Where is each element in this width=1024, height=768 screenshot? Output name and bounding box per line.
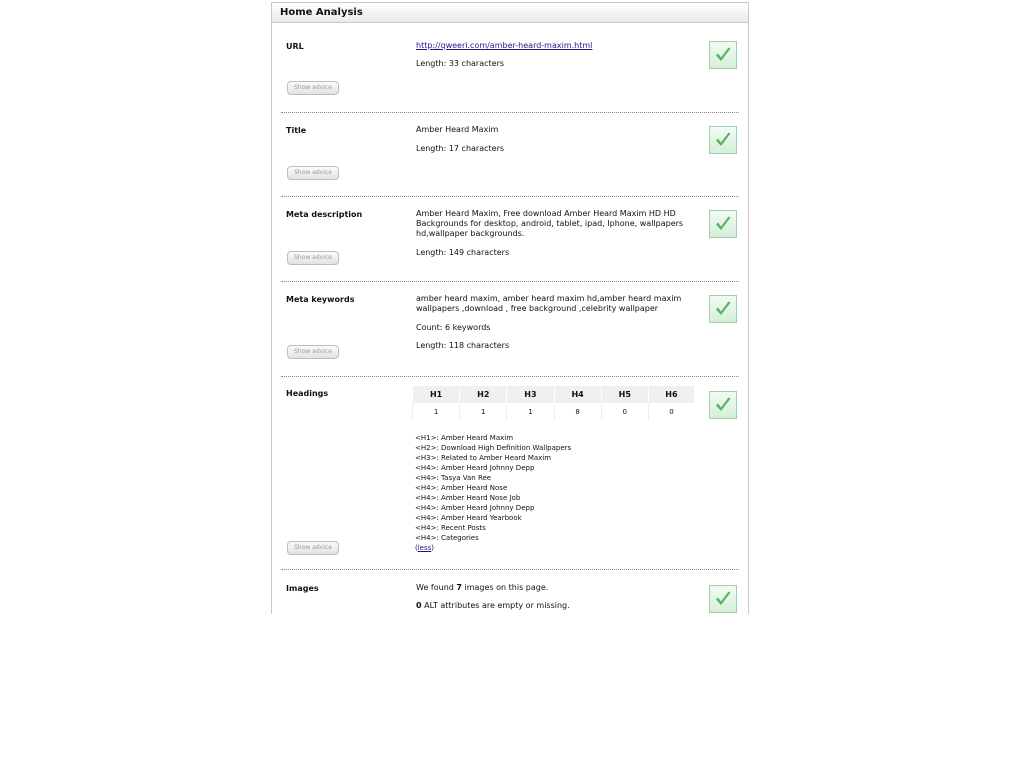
meta-keywords-value: amber heard maxim, amber heard maxim hd,amber heard maxim wallpapers ,download , free background ,celebrity wallpaper xyxy=(416,294,682,313)
meta-keywords-length: Length: 118 characters xyxy=(416,341,510,350)
less-link[interactable]: less xyxy=(417,544,432,552)
heading-col-h4: H4 xyxy=(554,386,601,403)
check-icon xyxy=(709,295,737,323)
images-label: Images xyxy=(286,584,319,593)
url-link[interactable]: http://qweeri.com/amber-heard-maxim.html xyxy=(416,41,593,50)
heading-item: <H4>: Categories xyxy=(415,534,479,542)
section-headings xyxy=(272,377,748,569)
url-length: Length: 33 characters xyxy=(416,59,505,68)
check-icon xyxy=(709,585,737,613)
show-advice-button[interactable]: Show advice xyxy=(287,541,339,555)
heading-col-h6: H6 xyxy=(648,386,694,403)
meta-description-value: Amber Heard Maxim, Free download Amber Heard Maxim HD HD Backgrounds for desktop, android, tablet, ipad, Iphone, wallpapers hd,wallpaper backgrounds. xyxy=(416,209,684,238)
show-advice-button[interactable]: Show advice xyxy=(287,251,339,265)
section-title xyxy=(272,113,748,197)
title-value: Amber Heard Maxim xyxy=(416,125,499,134)
check-icon xyxy=(709,126,737,154)
section-meta-keywords xyxy=(272,282,748,376)
heading-item: <H4>: Amber Heard Johnny Depp xyxy=(415,464,535,472)
heading-count-h4: 8 xyxy=(554,403,601,420)
heading-col-h2: H2 xyxy=(460,386,507,403)
headings-table xyxy=(412,386,694,420)
meta-keywords-count: Count: 6 keywords xyxy=(416,323,491,332)
section-meta-description xyxy=(272,197,748,281)
show-advice-button[interactable]: Show advice xyxy=(287,81,339,95)
images-found: We found 7 images on this page. xyxy=(416,583,549,592)
url-value xyxy=(416,41,700,51)
url-label: URL xyxy=(286,42,304,51)
show-advice-button[interactable]: Show advice xyxy=(287,166,339,180)
heading-item: <H3>: Related to Amber Heard Maxim xyxy=(415,454,552,462)
check-icon xyxy=(709,210,737,238)
heading-item: <H4>: Amber Heard Yearbook xyxy=(415,514,522,522)
check-icon xyxy=(709,41,737,69)
meta-description-label: Meta description xyxy=(286,210,363,219)
title-label: Title xyxy=(286,126,307,135)
heading-item: <H4>: Amber Heard Nose xyxy=(415,484,508,492)
home-analysis-panel xyxy=(271,2,749,614)
heading-col-h5: H5 xyxy=(601,386,648,403)
heading-count-h2: 1 xyxy=(460,403,507,420)
heading-item: <H4>: Amber Heard Johnny Depp xyxy=(415,504,535,512)
meta-keywords-label: Meta keywords xyxy=(286,295,355,304)
section-images xyxy=(272,570,748,614)
section-url xyxy=(272,23,748,113)
title-length: Length: 17 characters xyxy=(416,144,505,153)
headings-list: <H1>: Amber Heard Maxim <H2>: Download High Definition Wallpapers <H3>: Related to Amber Heard Maxim <H4>: Amber Heard Johnny Depp <H4>: Tasya Van Ree <H4>: Amber Heard Nose <H4>: Amber Heard Nose Job <H4>: Amber Heard Johnny Depp <H4>: Amber Heard Yearbook <H4>: Recent Posts <H4>: Categories (less) xyxy=(415,433,695,553)
heading-item: <H1>: Amber Heard Maxim xyxy=(415,434,514,442)
meta-description-length: Length: 149 characters xyxy=(416,248,510,257)
heading-item: <H2>: Download High Definition Wallpapers xyxy=(415,444,572,452)
heading-count-h3: 1 xyxy=(507,403,554,420)
images-alt: 0 ALT attributes are empty or missing. xyxy=(416,601,570,610)
heading-col-h3: H3 xyxy=(507,386,554,403)
heading-col-h1: H1 xyxy=(413,386,460,403)
show-advice-button[interactable]: Show advice xyxy=(287,345,339,359)
images-count: 7 xyxy=(456,583,462,592)
heading-item: <H4>: Tasya Van Ree xyxy=(415,474,492,482)
alt-count: 0 xyxy=(416,601,422,610)
heading-count-h6: 0 xyxy=(648,403,694,420)
headings-label: Headings xyxy=(286,389,329,398)
heading-count-h5: 0 xyxy=(601,403,648,420)
heading-item: <H4>: Amber Heard Nose Job xyxy=(415,494,521,502)
heading-count-h1: 1 xyxy=(413,403,460,420)
heading-item: <H4>: Recent Posts xyxy=(415,524,486,532)
check-icon xyxy=(709,391,737,419)
panel-title: Home Analysis xyxy=(272,3,748,23)
